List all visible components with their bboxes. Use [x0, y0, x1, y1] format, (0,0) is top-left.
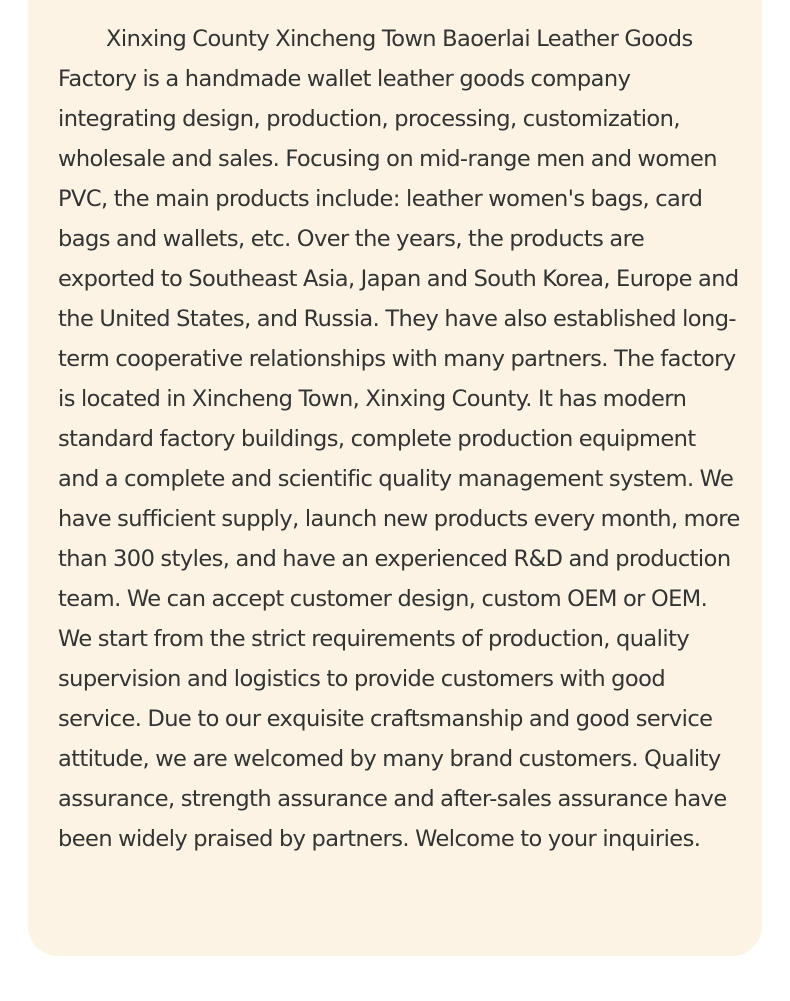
company-introduction-text: Xinxing County Xincheng Town Baoerlai Leather Goods Factory is a handmade wallet leather goods company integrating design, production, processing, customization, wholesale and sales. Focusing on mid-range men and women PVC, the main products include: leather women's bags, card bags and wallets, etc. Over the years, the products are exported to Southeast Asia, Japan and South Korea, Europe and the United States, and Russia. They have also established long-term cooperative relationships with many partners. The factory is located in Xincheng Town, Xinxing County. It has modern standard factory buildings, complete production equipment and a complete and scientific quality management system. We have sufficient supply, launch new products every month, more than 300 styles, and have an experienced R&D and production team. We can accept customer design, custom OEM or OEM. We start from the strict requirements of production, quality supervision and logistics to provide customers with good service. Due to our exquisite craftsmanship and good service attitude, we are welcomed by many brand customers. Quality assurance, strength assurance and after-sales assurance have been widely praised by partners. Welcome to your inquiries. [58, 26, 740, 852]
